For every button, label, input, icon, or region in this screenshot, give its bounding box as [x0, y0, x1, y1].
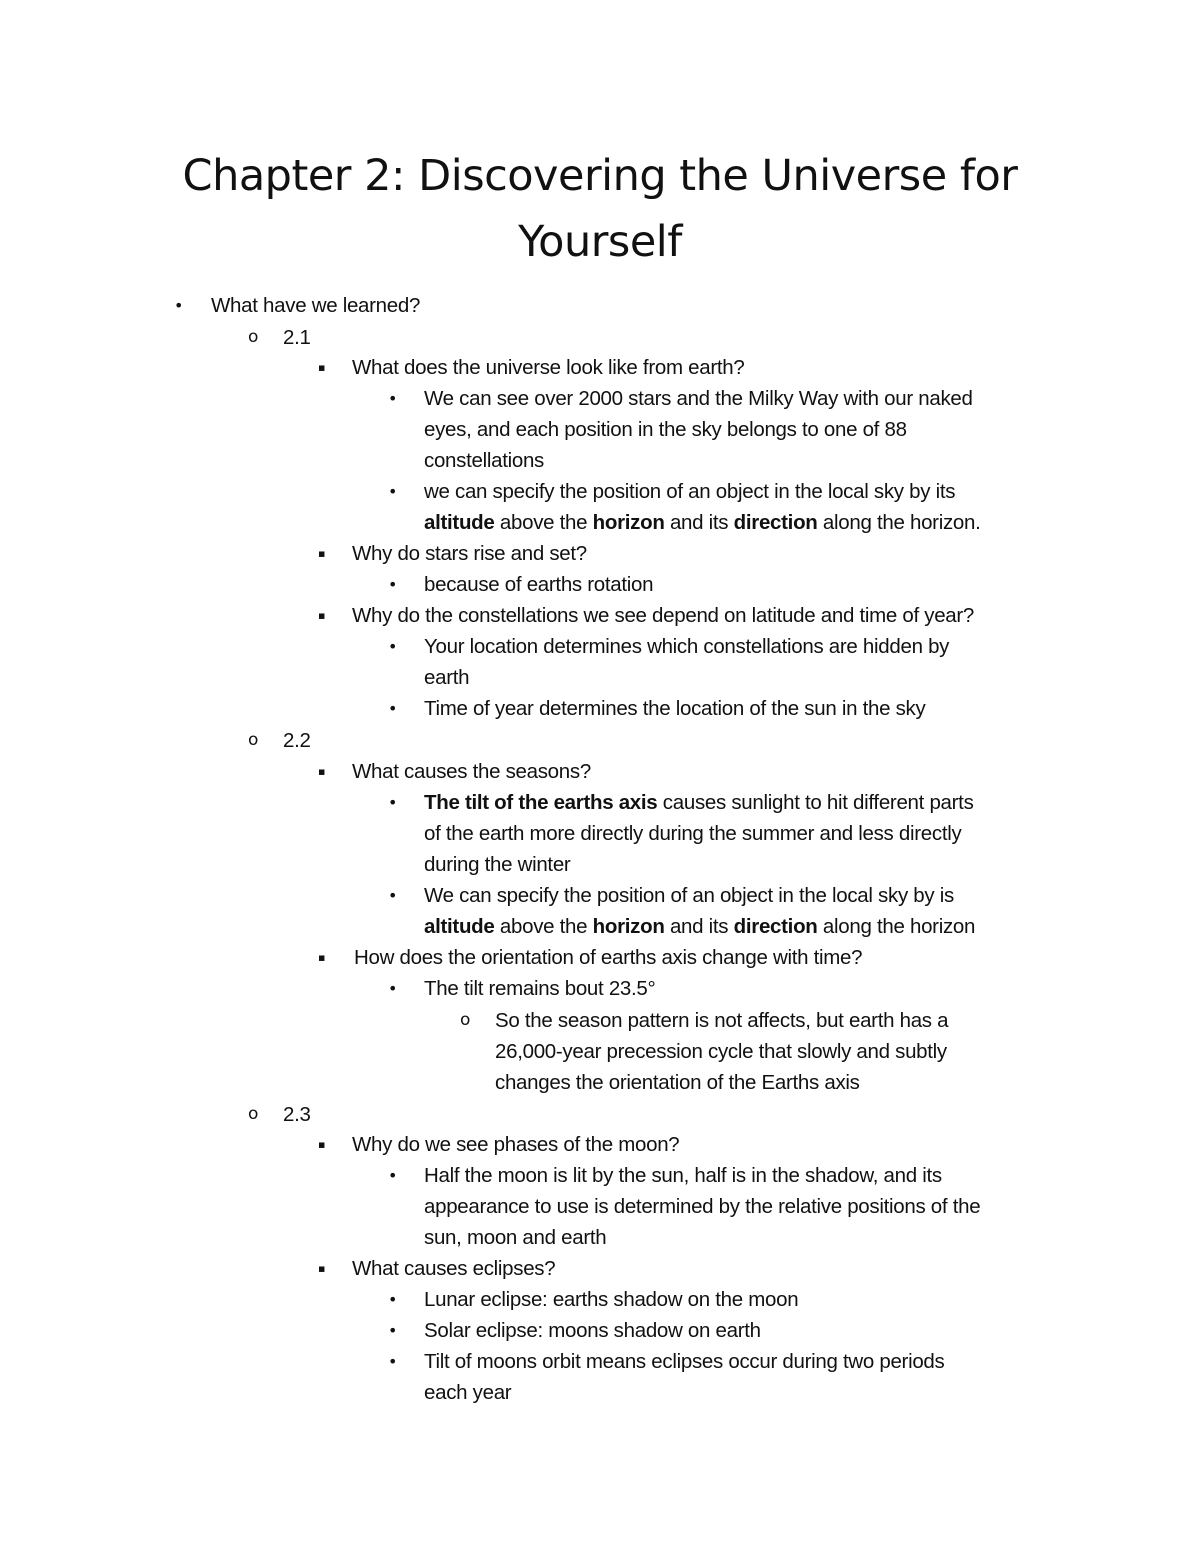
bullet-circle-icon: o [248, 730, 259, 750]
answer-line: each year [424, 1381, 512, 1404]
text-span: and its [664, 511, 734, 534]
text-span: above the [494, 511, 593, 534]
bullet-disc-icon: • [388, 699, 398, 718]
bullet-disc-icon: • [388, 482, 398, 501]
bold-term: altitude [424, 915, 495, 938]
bullet-square-icon: ▪ [318, 951, 326, 964]
outline-heading: What have we learned? [211, 294, 421, 317]
text-span: causes sunlight to hit different parts [657, 791, 974, 814]
section-label: 2.2 [283, 729, 311, 752]
bullet-disc-icon: • [388, 1290, 398, 1309]
text-span: above the [494, 915, 593, 938]
bullet-disc-icon: • [388, 389, 398, 408]
question: What causes the seasons? [352, 760, 591, 783]
bullet-disc-icon: • [388, 886, 398, 905]
bullet-disc-icon: • [388, 637, 398, 656]
answer-line: eyes, and each position in the sky belongs to one of 88 [424, 418, 907, 441]
bullet-square-icon: ▪ [318, 1262, 326, 1275]
answer-line: Time of year determines the location of the sun in the sky [424, 697, 926, 720]
text-span: and its [664, 915, 734, 938]
answer-line: Half the moon is lit by the sun, half is in the shadow, and its [424, 1164, 942, 1187]
bullet-disc-icon: • [388, 979, 398, 998]
answer-line [424, 787, 974, 818]
answer-line: of the earth more directly during the summer and less directly [424, 822, 962, 845]
text-span: along the horizon. [817, 511, 981, 534]
title-line-1: Chapter 2: Discovering the Universe for [182, 151, 1018, 201]
answer-line: Solar eclipse: moons shadow on earth [424, 1319, 761, 1342]
bullet-square-icon: ▪ [318, 609, 326, 622]
bullet-disc-icon: • [388, 1321, 398, 1340]
sub-answer-line: changes the orientation of the Earths axis [495, 1071, 860, 1094]
question: Why do the constellations we see depend on latitude and time of year? [352, 604, 975, 627]
bullet-disc-icon: • [388, 575, 398, 594]
bullet-circle-icon: o [248, 327, 259, 347]
question: How does the orientation of earths axis change with time? [354, 946, 863, 969]
bullet-circle-icon: o [248, 1104, 259, 1124]
answer-line: sun, moon and earth [424, 1226, 607, 1249]
answer-line [424, 507, 981, 538]
title-line-2: Yourself [518, 217, 682, 267]
bullet-disc-icon: • [388, 793, 398, 812]
question: Why do stars rise and set? [352, 542, 587, 565]
bullet-disc-icon: • [174, 296, 184, 315]
answer-line: because of earths rotation [424, 573, 654, 596]
page-title [120, 143, 1080, 275]
bullet-disc-icon: • [388, 1352, 398, 1371]
bold-term: altitude [424, 511, 495, 534]
bullet-square-icon: ▪ [318, 547, 326, 560]
answer-line: Lunar eclipse: earths shadow on the moon [424, 1288, 799, 1311]
sub-answer-line: 26,000-year precession cycle that slowly and subtly [495, 1040, 947, 1063]
bullet-square-icon: ▪ [318, 765, 326, 778]
section-label: 2.3 [283, 1103, 311, 1126]
answer-line: during the winter [424, 853, 571, 876]
bullet-square-icon: ▪ [318, 1138, 326, 1151]
answer-line: earth [424, 666, 470, 689]
bold-term: direction [733, 915, 818, 938]
answer-line: Tilt of moons orbit means eclipses occur during two periods [424, 1350, 945, 1373]
bullet-disc-icon: • [388, 1166, 398, 1185]
bold-term: The tilt of the earths axis [424, 791, 658, 814]
answer-line: constellations [424, 449, 545, 472]
bullet-circle-icon: o [460, 1010, 471, 1030]
section-label: 2.1 [283, 326, 311, 349]
sub-answer-line: So the season pattern is not affects, but earth has a [495, 1009, 949, 1032]
answer-line [424, 911, 975, 942]
answer-line: We can specify the position of an object in the local sky by is [424, 884, 954, 907]
answer-line: we can specify the position of an object in the local sky by its [424, 480, 956, 503]
bullet-square-icon: ▪ [318, 361, 326, 374]
answer-line: appearance to use is determined by the relative positions of the [424, 1195, 981, 1218]
answer-line: Your location determines which constellations are hidden by [424, 635, 950, 658]
bold-term: direction [733, 511, 818, 534]
bold-term: horizon [592, 511, 665, 534]
text-span: along the horizon [817, 915, 976, 938]
question: Why do we see phases of the moon? [352, 1133, 680, 1156]
bold-term: horizon [592, 915, 665, 938]
answer-line: The tilt remains bout 23.5° [424, 977, 656, 1000]
question: What does the universe look like from earth? [352, 356, 745, 379]
answer-line: We can see over 2000 stars and the Milky Way with our naked [424, 387, 973, 410]
question: What causes eclipses? [352, 1257, 556, 1280]
